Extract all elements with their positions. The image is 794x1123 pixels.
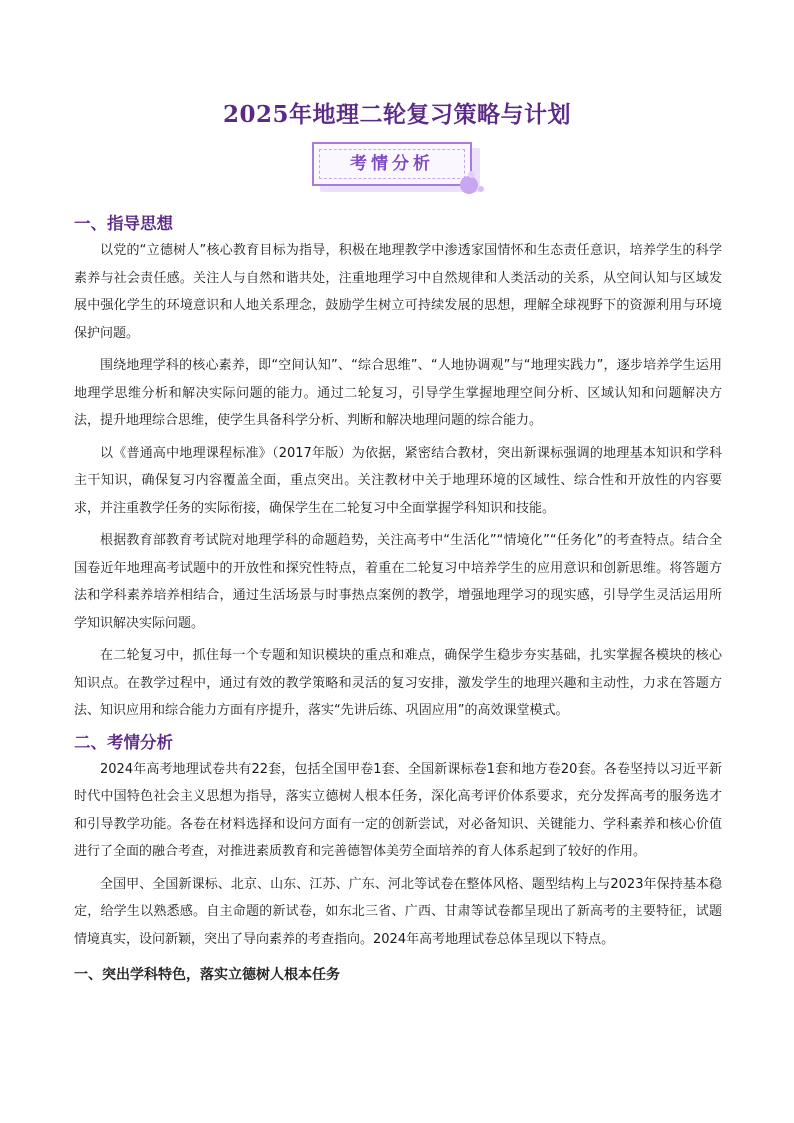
page-title: 2025年地理二轮复习策略与计划 xyxy=(222,101,571,128)
section-heading-exam-analysis: 二、考情分析 xyxy=(74,732,173,752)
decor-dot xyxy=(468,171,475,178)
paragraph: 全国甲、全国新课标、北京、山东、江苏、广东、河北等试卷在整体风格、题型结构上与2023年保持基本稳定，给学生以熟悉感。自主命题的新试卷，如东北三省、广西、甘肃等试卷都呈现出了新高考的主要特征，试题情境真实，设问新颖，突出了导向素养的考查指向。2024年高考地理试卷总体呈现以下特点。 xyxy=(74,876,722,947)
paragraph: 在二轮复习中，抓住每一个专题和知识模块的重点和难点，确保学生稳步夯实基础，扎实掌握各模块的核心知识点。在教学过程中，通过有效的教学策略和灵活的复习安排，激发学生的地理兴趣和主动性，力求在答题方法、知识应用和综合能力方面有序提升，落实“先讲后练、巩固应用”的高效课堂模式。 xyxy=(74,648,722,718)
section-badge xyxy=(312,142,492,200)
document-body xyxy=(74,211,722,987)
badge-label: 考情分析 xyxy=(350,154,434,174)
subheading: 一、突出学科特色，落实立德树人根本任务 xyxy=(74,967,340,983)
decor-dot xyxy=(460,176,478,194)
decor-dot xyxy=(478,186,484,192)
paragraph: 2024年高考地理试卷共有22套，包括全国甲卷1套、全国新课标卷1套和地方卷20套。各卷坚持以习近平新时代中国特色社会主义思想为指导，落实立德树人根本任务，深化高考评价体系要求，充分发挥高考的服务选才和引导教学功能。各卷在材料选择和设问方面有一定的创新尝试，对必备知识、关键能力、学科素养和核心价值进行了全面的融合考查，对推进素质教育和完善德智体美劳全面培养的育人体系起到了较好的作用。 xyxy=(74,761,722,859)
paragraph: 以《普通高中地理课程标准》（2017年版）为依据，紧密结合教材，突出新课标强调的地理基本知识和学科主干知识，确保复习内容覆盖全面，重点突出。关注教材中关于地理环境的区域性、综合性和开放性的内容要求，并注重教学任务的实际衔接，确保学生在二轮复习中全面掌握学科知识和技能。 xyxy=(74,445,722,516)
paragraph: 以党的“立德树人”核心教育目标为指导，积极在地理教学中渗透家国情怀和生态责任意识，培养学生的科学素养与社会责任感。关注人与自然和谐共处，注重地理学习中自然规律和人类活动的关系，从空间认知与区域发展中强化学生的环境意识和人地关系理念，鼓励学生树立可持续发展的思想，理解全球视野下的资源利用与环境保护问题。 xyxy=(74,243,722,341)
section-heading-guiding-ideology: 一、指导思想 xyxy=(74,214,173,233)
paragraph: 根据教育部教育考试院对地理学科的命题趋势，关注高考中“生活化”“情境化”“任务化”的考查特点。结合全国卷近年地理高考试题中的开放性和探究性特点，着重在二轮复习中培养学生的应用意识和创新思维。将答题方法和学科素养培养相结合，通过生活场景与时事热点案例的教学，增强地理学习的现实感，引导学生灵活运用所学知识解决实际问题。 xyxy=(74,533,722,631)
paragraph: 围绕地理学科的核心素养，即“空间认知”、“综合思维”、“人地协调观”与“地理实践力”，逐步培养学生运用地理学思维分析和解决实际问题的能力。通过二轮复习，引导学生掌握地理空间分析、区域认知和问题解决方法，提升地理综合思维，使学生具备科学分析、判断和解决地理问题的综合能力。 xyxy=(74,358,722,428)
